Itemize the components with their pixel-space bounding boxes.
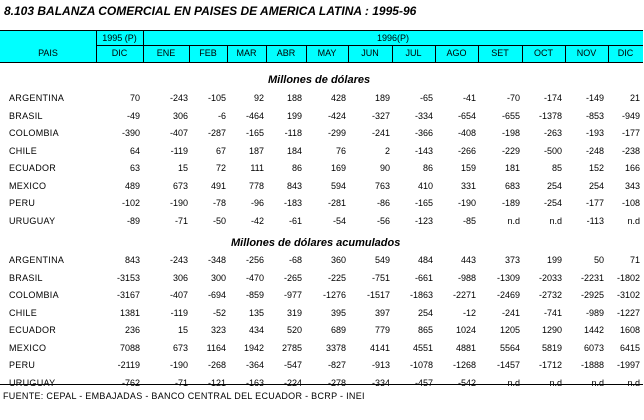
source-note: FUENTE: CEPAL - EMBAJADAS - BANCO CENTRAL DEL ECUADOR - BCRP - INEI bbox=[3, 391, 365, 401]
table-cell: -56 bbox=[376, 215, 390, 226]
table-cell: -243 bbox=[169, 255, 188, 265]
table-cell: 169 bbox=[330, 163, 346, 173]
table-cell: -119 bbox=[170, 307, 188, 318]
table-cell: -1802 bbox=[616, 272, 640, 283]
table-cell: -49 bbox=[126, 110, 140, 121]
table-row bbox=[0, 144, 643, 158]
table-cell: -913 bbox=[371, 360, 390, 370]
table-cell: -193 bbox=[585, 128, 604, 138]
table-cell: -71 bbox=[174, 377, 188, 388]
table-cell: 779 bbox=[374, 325, 390, 335]
table-cell: 67 bbox=[215, 145, 226, 156]
table-cell: 159 bbox=[460, 163, 476, 173]
table-cell: 428 bbox=[330, 93, 346, 103]
table-cell: -977 bbox=[283, 290, 302, 300]
table-cell: -1997 bbox=[616, 360, 640, 370]
table-cell: -654 bbox=[457, 110, 476, 121]
table-cell: 15 bbox=[177, 325, 188, 335]
table-cell: -334 bbox=[371, 377, 390, 388]
table-cell: 843 bbox=[286, 180, 302, 191]
table-cell: -118 bbox=[284, 128, 302, 138]
table-cell: -457 bbox=[414, 377, 433, 388]
table-cell: -762 bbox=[121, 377, 140, 388]
table-cell: -89 bbox=[126, 215, 140, 226]
table-cell: 2 bbox=[384, 145, 390, 156]
table-cell: -248 bbox=[585, 145, 604, 156]
table-cell: 4551 bbox=[412, 342, 433, 353]
table-cell: 1942 bbox=[243, 342, 264, 353]
table-cell: 520 bbox=[286, 325, 302, 335]
header-column-separator bbox=[435, 46, 436, 62]
table-cell: 184 bbox=[286, 145, 302, 156]
table-cell: 489 bbox=[124, 180, 140, 191]
table-cell: -364 bbox=[245, 360, 264, 370]
table-row bbox=[0, 288, 643, 302]
table-cell: -1712 bbox=[538, 360, 562, 370]
country-name: ECUADOR bbox=[9, 325, 57, 335]
header-month: DIC bbox=[111, 48, 128, 58]
table-cell: -85 bbox=[462, 215, 476, 226]
table-cell: -256 bbox=[245, 255, 264, 265]
table-cell: -121 bbox=[207, 377, 226, 388]
header-column-separator bbox=[143, 31, 144, 62]
header-month: SET bbox=[491, 48, 509, 58]
header-column-separator bbox=[266, 46, 267, 62]
table-cell: 1381 bbox=[119, 307, 140, 318]
table-cell: -1863 bbox=[409, 290, 433, 300]
table-cell: -2469 bbox=[496, 290, 520, 300]
table-cell: n.d bbox=[549, 377, 562, 388]
header-month: AGO bbox=[446, 48, 467, 58]
table-cell: 21 bbox=[629, 93, 640, 103]
table-cell: -751 bbox=[371, 272, 390, 283]
table-cell: 594 bbox=[330, 180, 346, 191]
table-cell: 254 bbox=[417, 307, 433, 318]
table-cell: -2925 bbox=[580, 290, 604, 300]
header-column-separator bbox=[96, 31, 97, 62]
table-row bbox=[0, 91, 643, 105]
table-cell: -3153 bbox=[116, 272, 140, 283]
table-cell: -78 bbox=[212, 198, 226, 208]
table-cell: -407 bbox=[169, 128, 188, 138]
header-column-separator bbox=[565, 46, 566, 62]
section-title-millones: Millones de dólares bbox=[268, 74, 371, 86]
table-cell: -949 bbox=[621, 110, 640, 121]
table-cell: n.d bbox=[507, 215, 520, 226]
table-cell: -2033 bbox=[538, 272, 562, 283]
table-row bbox=[0, 323, 643, 337]
table-cell: 254 bbox=[588, 180, 604, 191]
table-cell: 300 bbox=[210, 272, 226, 283]
table-cell: -470 bbox=[245, 272, 264, 283]
country-name: PERU bbox=[9, 198, 36, 208]
header-month: ENE bbox=[156, 48, 176, 58]
header-month: OCT bbox=[534, 48, 553, 58]
table-cell: 5819 bbox=[541, 342, 562, 353]
header-column-separator bbox=[348, 46, 349, 62]
table-cell: -3102 bbox=[616, 290, 640, 300]
table-cell: -694 bbox=[207, 290, 226, 300]
table-cell: -281 bbox=[327, 198, 346, 208]
table-cell: -1517 bbox=[366, 290, 390, 300]
table-cell: 90 bbox=[379, 163, 390, 173]
table-cell: -189 bbox=[501, 198, 520, 208]
table-cell: 72 bbox=[215, 163, 226, 173]
table-cell: -2271 bbox=[452, 290, 476, 300]
table-cell: -989 bbox=[585, 307, 604, 318]
table-cell: 549 bbox=[374, 255, 390, 265]
table-cell: -853 bbox=[585, 110, 604, 121]
table-row bbox=[0, 358, 643, 372]
table-cell: -2231 bbox=[580, 272, 604, 283]
table-cell: -52 bbox=[212, 307, 226, 318]
table-cell: -2119 bbox=[117, 360, 140, 370]
table-cell: 2785 bbox=[281, 342, 302, 353]
table-cell: 199 bbox=[286, 110, 302, 121]
table-cell: -278 bbox=[327, 377, 346, 388]
table-cell: -741 bbox=[543, 307, 562, 318]
table-row bbox=[0, 109, 643, 123]
header-column-separator bbox=[189, 46, 190, 62]
table-cell: 71 bbox=[629, 255, 640, 265]
table-cell: -1378 bbox=[538, 110, 562, 121]
table-cell: 689 bbox=[330, 325, 346, 335]
table-cell: -268 bbox=[207, 360, 226, 370]
table-cell: 70 bbox=[129, 93, 140, 103]
header-column-separator bbox=[392, 46, 393, 62]
country-name: COLOMBIA bbox=[9, 128, 59, 138]
table-cell: -327 bbox=[371, 110, 390, 121]
table-cell: 92 bbox=[253, 93, 264, 103]
table-cell: -1276 bbox=[322, 290, 346, 300]
table-cell: 778 bbox=[248, 180, 264, 191]
table-cell: -547 bbox=[283, 360, 302, 370]
table-cell: -165 bbox=[245, 128, 264, 138]
country-name: BRASIL bbox=[9, 272, 43, 283]
table-row bbox=[0, 306, 643, 320]
table-cell: -108 bbox=[621, 198, 640, 208]
country-name: CHILE bbox=[9, 145, 38, 156]
table-cell: 673 bbox=[172, 180, 188, 191]
table-cell: 683 bbox=[504, 180, 520, 191]
table-cell: -238 bbox=[621, 145, 640, 156]
table-cell: 189 bbox=[374, 93, 390, 103]
table-cell: 63 bbox=[129, 163, 140, 173]
table-cell: -424 bbox=[327, 110, 346, 121]
table-cell: 64 bbox=[129, 145, 140, 156]
table-cell: -12 bbox=[462, 307, 476, 318]
table-cell: n.d bbox=[627, 215, 640, 226]
table-cell: -859 bbox=[245, 290, 264, 300]
table-cell: 484 bbox=[417, 255, 433, 265]
header-pais: PAIS bbox=[38, 48, 58, 58]
country-name: MEXICO bbox=[9, 342, 47, 353]
table-cell: -102 bbox=[121, 198, 140, 208]
table-cell: -243 bbox=[169, 93, 188, 103]
table-cell: -241 bbox=[371, 128, 390, 138]
table-cell: 4881 bbox=[455, 342, 476, 353]
header-month: MAR bbox=[236, 48, 257, 58]
table-cell: -366 bbox=[414, 128, 433, 138]
table-cell: 763 bbox=[374, 180, 390, 191]
table-cell: -6 bbox=[217, 110, 226, 121]
table-cell: -265 bbox=[283, 272, 302, 283]
table-cell: 5564 bbox=[499, 342, 520, 353]
header-month: FEB bbox=[199, 48, 217, 58]
table-cell: -334 bbox=[414, 110, 433, 121]
table-cell: 15 bbox=[177, 163, 188, 173]
table-cell: -190 bbox=[457, 198, 476, 208]
table-cell: 865 bbox=[417, 325, 433, 335]
table-cell: -225 bbox=[327, 272, 346, 283]
table-cell: 443 bbox=[460, 255, 476, 265]
table-cell: -119 bbox=[170, 145, 188, 156]
table-cell: 410 bbox=[417, 180, 433, 191]
table-cell: -661 bbox=[414, 272, 433, 283]
table-cell: 397 bbox=[374, 307, 390, 318]
header-column-separator bbox=[522, 46, 523, 62]
table-cell: -149 bbox=[585, 93, 604, 103]
table-cell: 331 bbox=[460, 180, 476, 191]
table-cell: -163 bbox=[245, 377, 264, 388]
table-cell: -71 bbox=[174, 215, 188, 226]
country-name: ARGENTINA bbox=[9, 255, 65, 265]
table-cell: 76 bbox=[335, 145, 346, 156]
header-column-separator bbox=[478, 46, 479, 62]
table-cell: -1457 bbox=[496, 360, 520, 370]
table-cell: 254 bbox=[546, 180, 562, 191]
table-cell: 1024 bbox=[455, 325, 476, 335]
table-row bbox=[0, 126, 643, 140]
table-cell: -165 bbox=[414, 198, 433, 208]
table-row bbox=[0, 253, 643, 267]
table-cell: -41 bbox=[462, 93, 476, 103]
table-cell: -42 bbox=[250, 215, 264, 226]
table-cell: 1442 bbox=[583, 325, 604, 335]
table-cell: -229 bbox=[501, 145, 520, 156]
country-name: ECUADOR bbox=[9, 163, 57, 173]
table-cell: -123 bbox=[414, 215, 433, 226]
table-cell: -68 bbox=[288, 255, 302, 265]
table-cell: -1888 bbox=[580, 360, 604, 370]
table-cell: -241 bbox=[501, 307, 520, 318]
table-cell: 319 bbox=[286, 307, 302, 318]
table-cell: -1309 bbox=[496, 272, 520, 283]
table-cell: -299 bbox=[327, 128, 346, 138]
table-cell: 1205 bbox=[499, 325, 520, 335]
table-row bbox=[0, 271, 643, 285]
table-cell: 673 bbox=[172, 342, 188, 353]
header-month: DIC bbox=[617, 48, 634, 58]
table-cell: n.d bbox=[549, 215, 562, 226]
header-column-separator bbox=[608, 46, 609, 62]
country-name: PERU bbox=[9, 360, 36, 370]
country-name: URUGUAY bbox=[9, 377, 56, 388]
table-cell: -655 bbox=[501, 110, 520, 121]
table-cell: -224 bbox=[283, 377, 302, 388]
table-cell: 181 bbox=[504, 163, 520, 173]
table-cell: -2732 bbox=[538, 290, 562, 300]
table-cell: 6073 bbox=[583, 342, 604, 353]
header-year-1995: 1995 (P) bbox=[102, 33, 137, 43]
country-name: URUGUAY bbox=[9, 215, 56, 226]
table-cell: -105 bbox=[207, 93, 226, 103]
country-name: MEXICO bbox=[9, 180, 47, 191]
table-cell: -65 bbox=[419, 93, 433, 103]
table-cell: -407 bbox=[169, 290, 188, 300]
table-cell: 50 bbox=[593, 255, 604, 265]
table-cell: n.d bbox=[591, 377, 604, 388]
table-cell: -177 bbox=[621, 128, 640, 138]
table-cell: -988 bbox=[457, 272, 476, 283]
source-footer bbox=[0, 384, 643, 401]
table-cell: 6415 bbox=[619, 342, 640, 353]
table-cell: 4141 bbox=[369, 342, 390, 353]
table-cell: 434 bbox=[248, 325, 264, 335]
table-cell: -266 bbox=[457, 145, 476, 156]
header-month: JUL bbox=[405, 48, 422, 58]
country-name: BRASIL bbox=[9, 110, 43, 121]
table-cell: 152 bbox=[588, 163, 604, 173]
table-cell: -174 bbox=[543, 93, 562, 103]
table-cell: -96 bbox=[250, 198, 264, 208]
table-cell: -50 bbox=[212, 215, 226, 226]
table-cell: -542 bbox=[457, 377, 476, 388]
table-cell: 1290 bbox=[541, 325, 562, 335]
table-cell: -177 bbox=[585, 198, 604, 208]
table-cell: 86 bbox=[422, 163, 433, 173]
header-column-separator bbox=[227, 46, 228, 62]
table-cell: -70 bbox=[506, 93, 520, 103]
country-name: CHILE bbox=[9, 307, 38, 318]
table-cell: -61 bbox=[288, 215, 302, 226]
table-cell: n.d bbox=[507, 377, 520, 388]
table-row bbox=[0, 196, 643, 210]
table-cell: 236 bbox=[124, 325, 140, 335]
table-cell: -54 bbox=[332, 215, 346, 226]
table-cell: -408 bbox=[457, 128, 476, 138]
table-cell: -3167 bbox=[116, 290, 140, 300]
table-cell: 188 bbox=[286, 93, 302, 103]
table-cell: 85 bbox=[551, 163, 562, 173]
table-cell: 3378 bbox=[325, 342, 346, 353]
table-cell: -1268 bbox=[452, 360, 476, 370]
table-cell: 166 bbox=[624, 163, 640, 173]
header-column-separator bbox=[306, 46, 307, 62]
header-month: JUN bbox=[361, 48, 379, 58]
table-cell: -198 bbox=[501, 128, 520, 138]
section-title-acumulados: Millones de dólares acumulados bbox=[231, 237, 401, 249]
table-cell: 306 bbox=[172, 110, 188, 121]
table-cell: 491 bbox=[210, 180, 226, 191]
table-row bbox=[0, 341, 643, 355]
table-cell: 343 bbox=[624, 180, 640, 191]
table-cell: 86 bbox=[291, 163, 302, 173]
table-cell: 199 bbox=[546, 255, 562, 265]
header-year-1996: 1996(P) bbox=[376, 33, 410, 43]
table-row bbox=[0, 161, 643, 175]
table-cell: 1164 bbox=[206, 342, 226, 353]
table-cell: 135 bbox=[248, 307, 264, 318]
country-name: COLOMBIA bbox=[9, 290, 59, 300]
table-cell: 843 bbox=[124, 255, 140, 265]
table-cell: 360 bbox=[330, 255, 346, 265]
table-cell: -348 bbox=[207, 255, 226, 265]
table-cell: -287 bbox=[207, 128, 226, 138]
header-month: NOV bbox=[576, 48, 597, 58]
table-title: 8.103 BALANZA COMERCIAL EN PAISES DE AMERICA LATINA : 1995-96 bbox=[4, 4, 417, 18]
table-cell: -143 bbox=[414, 145, 433, 156]
table-cell: 7088 bbox=[119, 342, 140, 353]
table-cell: 187 bbox=[248, 145, 264, 156]
table-cell: 373 bbox=[504, 255, 520, 265]
table-cell: 111 bbox=[250, 163, 264, 173]
table-row bbox=[0, 179, 643, 193]
table-header bbox=[0, 30, 643, 63]
table-cell: -254 bbox=[543, 198, 562, 208]
table-cell: 306 bbox=[172, 272, 188, 283]
header-month: ABR bbox=[276, 48, 296, 58]
table-cell: -263 bbox=[543, 128, 562, 138]
table-cell: 323 bbox=[210, 325, 226, 335]
country-name: ARGENTINA bbox=[9, 93, 65, 103]
table-cell: -1227 bbox=[616, 307, 640, 318]
table-cell: -113 bbox=[586, 215, 604, 226]
table-cell: 1608 bbox=[619, 325, 640, 335]
table-cell: -183 bbox=[283, 198, 302, 208]
table-cell: -390 bbox=[121, 128, 140, 138]
header-divider bbox=[96, 45, 643, 46]
table-cell: 395 bbox=[330, 307, 346, 318]
table-cell: -1078 bbox=[409, 360, 433, 370]
table-cell: -827 bbox=[327, 360, 346, 370]
table-cell: -86 bbox=[376, 198, 390, 208]
table-cell: -190 bbox=[169, 198, 188, 208]
table-cell: -190 bbox=[169, 360, 188, 370]
table-row bbox=[0, 214, 643, 228]
table-cell: -464 bbox=[245, 110, 264, 121]
table-cell: n.d bbox=[627, 377, 640, 388]
header-month: MAY bbox=[317, 48, 337, 58]
table-cell: -500 bbox=[543, 145, 562, 156]
